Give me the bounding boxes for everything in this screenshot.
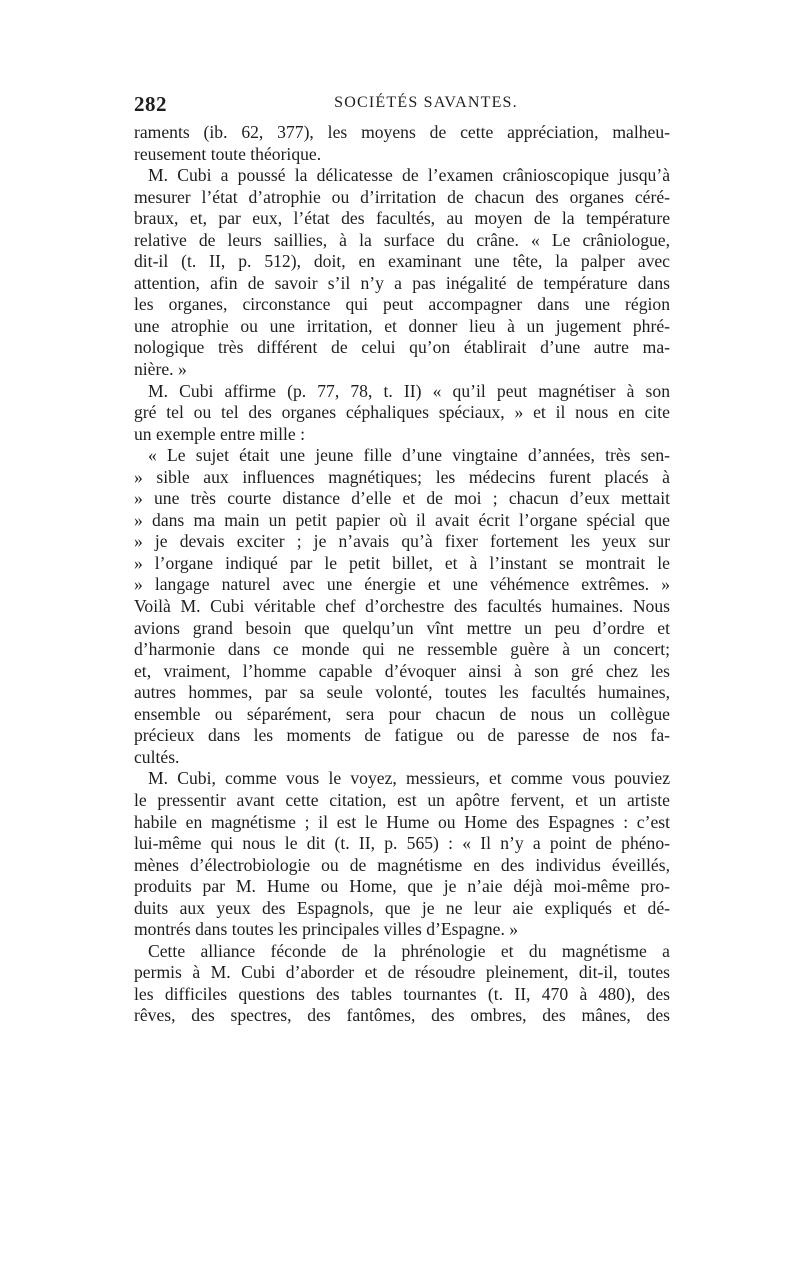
text-line: dit-il (t. II, p. 512), doit, en examinant une tête, la palper avec — [134, 251, 670, 272]
text-line: » langage naturel avec une énergie et une véhémence extrêmes. » — [134, 574, 670, 595]
text-line: ensemble ou séparément, sera pour chacun de nous un collègue — [134, 703, 670, 724]
text-line: M. Cubi affirme (p. 77, 78, t. II) « qu’il peut magnétiser à son — [148, 380, 670, 401]
text-line: lui-même qui nous le dit (t. II, p. 565) : « Il n’y a point de phéno- — [134, 833, 670, 854]
text-line: rêves, des spectres, des fantômes, des ombres, des mânes, des — [134, 1005, 670, 1026]
text-line: cultés. — [134, 746, 180, 767]
text-line: un exemple entre mille : — [134, 423, 305, 444]
text-line: braux, et, par eux, l’état des facultés, au moyen de la température — [134, 208, 670, 229]
text-line: produits par M. Hume ou Home, que je n’aie déjà moi-même pro- — [134, 876, 670, 897]
text-line: Voilà M. Cubi véritable chef d’orchestre des facultés humaines. Nous — [134, 596, 670, 617]
text-line: montrés dans toutes les principales villes d’Espagne. » — [134, 919, 519, 940]
text-line: permis à M. Cubi d’aborder et de résoudre pleinement, dit-il, toutes — [134, 962, 670, 983]
text-line: duits aux yeux des Espagnols, que je ne leur aie expliqués et dé- — [134, 897, 670, 918]
text-line: M. Cubi a poussé la délicatesse de l’examen crânioscopique jusqu’à — [148, 165, 670, 186]
text-line: et, vraiment, l’homme capable d’évoquer ainsi à son gré chez les — [134, 660, 670, 681]
text-line: reusement toute théorique. — [134, 143, 322, 164]
page-header — [134, 92, 670, 116]
text-line: » dans ma main un petit papier où il avait écrit l’organe spécial que — [134, 509, 670, 530]
text-line: habile en magnétisme ; il est le Hume ou Home des Espagnes : c’est — [134, 811, 670, 832]
text-line: précieux dans les moments de fatigue ou de paresse de nos fa- — [134, 725, 670, 746]
text-line: les difficiles questions des tables tournantes (t. II, 470 à 480), des — [134, 983, 670, 1004]
text-line: le pressentir avant cette citation, est un apôtre fervent, et un artiste — [134, 789, 670, 810]
text-line: « Le sujet était une jeune fille d’une vingtaine d’années, très sen- — [148, 445, 670, 466]
text-line: d’harmonie dans ce monde qui ne ressemble guère à un concert; — [134, 639, 670, 660]
text-line: M. Cubi, comme vous le voyez, messieurs, et comme vous pouviez — [148, 768, 670, 789]
text-line: Cette alliance féconde de la phrénologie et du magnétisme a — [148, 940, 670, 961]
text-line: gré tel ou tel des organes céphaliques spéciaux, » et il nous en cite — [134, 402, 670, 423]
text-line: autres hommes, par sa seule volonté, toutes les facultés humaines, — [134, 682, 670, 703]
page-number: 282 — [134, 92, 167, 116]
text-line: » je devais exciter ; je n’avais qu’à fixer fortement les yeux sur — [134, 531, 670, 552]
text-line: » l’organe indiqué par le petit billet, et à l’instant se montrait le — [134, 552, 670, 573]
text-line: avions grand besoin que quelqu’un vînt mettre un peu d’ordre et — [134, 617, 670, 638]
text-line: une atrophie ou une irritation, et donner lieu à un jugement phré- — [134, 315, 670, 336]
text-line: mènes d’électrobiologie ou de magnétisme en des individus éveillés, — [134, 854, 670, 875]
text-line: relative de leurs saillies, à la surface du crâne. « Le crâniologue, — [134, 229, 670, 250]
text-line: » sible aux influences magnétiques; les médecins furent placés à — [134, 466, 670, 487]
text-line: nologique très différent de celui qu’on établirait d’une autre ma- — [134, 337, 670, 358]
text-line: nière. » — [134, 359, 187, 380]
text-line: » une très courte distance d’elle et de moi ; chacun d’eux mettait — [134, 488, 670, 509]
text-line: mesurer l’état d’atrophie ou d’irritation de chacun des organes céré- — [134, 186, 670, 207]
text-line: attention, afin de savoir s’il n’y a pas inégalité de température dans — [134, 272, 670, 293]
running-head: SOCIÉTÉS SAVANTES. — [334, 94, 518, 111]
text-line: les organes, circonstance qui peut accompagner dans une région — [134, 294, 670, 315]
text-line: raments (ib. 62, 377), les moyens de cette appréciation, malheu- — [134, 122, 670, 142]
body-text — [134, 122, 670, 1027]
